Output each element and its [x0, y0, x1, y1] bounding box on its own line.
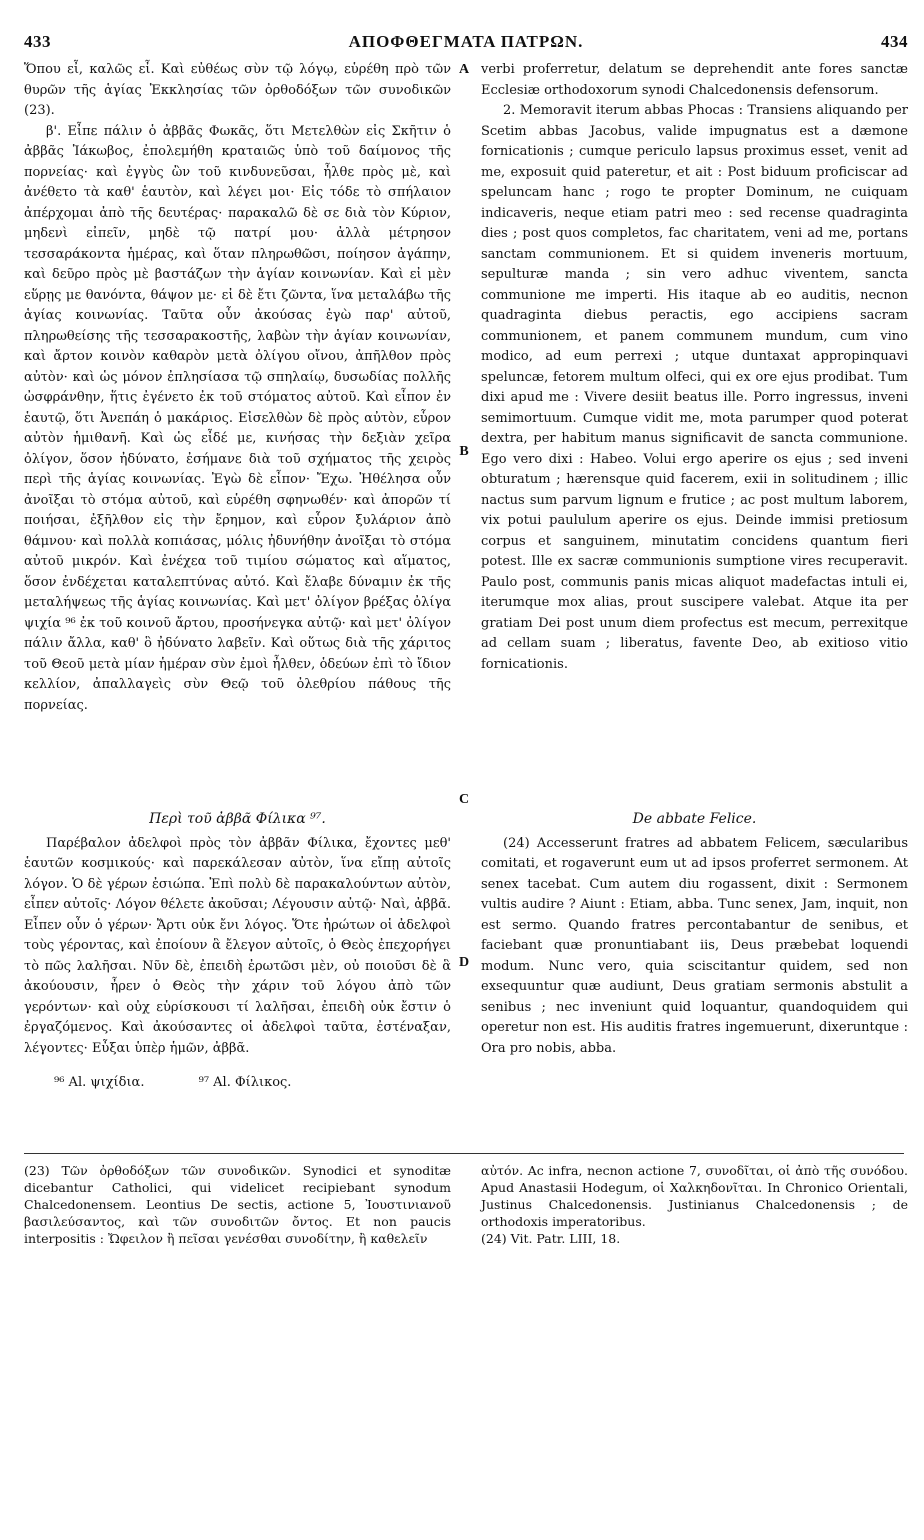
body-columns	[24, 60, 908, 805]
greek-paragraph-1: Ὅπου εἶ, καλῶς εἶ. Καὶ εὐθέως σὺν τῷ λόγῳ, εὑρέθη πρὸ τῶν θυρῶν τῆς ἁγίας Ἐκκλησίας τῶν ὀρθοδόξων τῶν συνοδικῶν (23).	[24, 62, 451, 118]
latin-paragraph-3: (24) Accesserunt fratres ad abbatem Felicem, sæcularibus comitati, et rogaverunt eum ut ad ipsos proferret sermonem. At senex tacebat. Cum autem diu rogassent, dixit : Sermonem vultis audire ? Aiunt : Etiam, abba. Tunc senex, Jam, inquit, non est sermo. Quando fratres percontabantur de senibus, et faciebant quæ pronuntiabant iis, Deus præbebat loquendi modum. Nunc vero, quia sciscitantur quidem, sed non exsequuntur quæ audiunt, Deus gratiam sermonis abstulit a senibus ; nec inveniunt quid loquantur, quandoquidem qui operetur non est. His auditis fratres ingemuerunt, dixeruntque : Ora pro nobis, abba.	[481, 835, 908, 1056]
greek-paragraph-3: Παρέβαλον ἀδελφοὶ πρὸς τὸν ἀββᾶν Φίλικα, ἔχοντες μεθ' ἑαυτῶν κοσμικούς· καὶ παρεκάλεσαν αὐτὸν, ἵνα εἴπῃ αὐτοῖς λόγον. Ὁ δὲ γέρων ἐσιώπα. Ἐπὶ πολὺ δὲ παρακαλούντων αὐτὸν, εἶπεν αὐτοῖς· Λόγον θέλετε ἀκοῦσαι; Λέγουσιν αὐτῷ· Ναὶ, ἀββᾶ. Εἶπεν οὖν ὁ γέρων· Ἄρτι οὐκ ἔνι λόγος. Ὅτε ἠρώτων οἱ ἀδελφοὶ τοὺς γέροντας, καὶ ἐποίουν ἃ ἔλεγον αὐτοῖς, ὁ Θεὸς ἐπεχορήγει τὸ πῶς λαλῆσαι. Νῦν δὲ, ἐπειδὴ ἐρωτῶσι μὲν, οὐ ποιοῦσι δὲ ἃ ἀκούουσιν, ἦρεν ὁ Θεὸς τὴν χάριν τοῦ λόγου ἀπὸ τῶν γερόντων· καὶ οὐχ εὑρίσκουσι τί λαλῆσαι, ἐπειδὴ οὐκ ἔστιν ὁ ἐργαζόμενος. Καὶ ἀκούσαντες οἱ ἀδελφοὶ ταῦτα, ἐστέναξαν, λέγοντες· Εὖξαι ὑπὲρ ἡμῶν, ἀββᾶ.	[24, 835, 451, 1056]
footnotes	[24, 1162, 908, 1247]
variant-note-96: ⁹⁶ Al. ψιχίδια.	[54, 1075, 145, 1090]
footnote-23-continued: αὐτόν. Ac infra, necnon actione 7, συνοδῖται, οἱ ἀπὸ τῆς συνόδου. Apud Anastasii Hodegum, οἱ Χαλκηδονῖται. In Chronico Orientali, Justinus Chalcedonensis. Justinianus Chalcedonensis ; de orthodoxis imperatoribus.	[481, 1163, 908, 1229]
latin-column	[467, 60, 908, 805]
margin-letter-d: D	[458, 955, 470, 970]
footnote-rule	[24, 1153, 904, 1154]
greek-section	[24, 805, 467, 1135]
footnote-right	[467, 1162, 908, 1247]
greek-paragraph-2: β'. Εἶπε πάλιν ὁ ἀββᾶς Φωκᾶς, ὅτι Μετελθὼν εἰς Σκῆτιν ὁ ἀββᾶς Ἰάκωβος, ἐπολεμήθη κραταιῶς ὑπὸ τοῦ δαίμονος τῆς πορνείας· καὶ ἐγγὺς ὢν τοῦ κινδυνεῦσαι, ἦλθε πρὸς μὲ, καὶ ἀνέθετο τὰ καθ' ἑαυτὸν, καὶ λέγει μοι· Εἰς τόδε τὸ σπήλαιον ἀπέρχομαι ἀπὸ τῆς δευτέρας· παρακαλῶ δὲ σε διὰ τὸν Κύριον, μηδενὶ εἰπεῖν, μηδὲ τῷ πατρί μου· ἀλλὰ μέτρησον τεσσαράκοντα ἡμέρας, καὶ ὅταν πληρωθῶσι, ποίησον ἀγάπην, καὶ δεῦρο πρὸς μὲ βαστάζων τὴν ἁγίαν κοινωνίαν. Καὶ εἰ μὲν εὕρῃς με θανόντα, θάψον με· εἰ δὲ ἔτι ζῶντα, ἵνα μεταλάβω τῆς ἁγίας κοινωνίας. Ταῦτα οὖν ἀκούσας ἐγὼ παρ' αὐτοῦ, πληρωθείσης τῆς τεσσαρακοστῆς, λαβὼν τὴν ἁγίαν κοινωνίαν, καὶ ἄρτον κοινὸν καθαρὸν μετὰ ὀλίγου οἴνου, ἀπῆλθον πρὸς αὐτὸν· καὶ ὡς μόνον ἐπλησίασα τῷ σπηλαίῳ, δυσωδίας πολλῆς ὠσφράνθην, ἥτις ἐγένετο ἐκ τοῦ στόματος αὐτοῦ. Καὶ εἶπον ἐν ἑαυτῷ, ὅτι Ἀνεπάη ὁ μακάριος. Εἰσελθὼν δὲ πρὸς αὐτὸν, εὗρον αὐτὸν ἡμιθανῆ. Καὶ ὡς εἶδέ με, κινήσας τὴν δεξιὰν χεῖρα ὀλίγον, ὅσον ἠδύνατο, ἐσήμανε διὰ τοῦ σχήματος τῆς χειρὸς περὶ τῆς ἁγίας κοινωνίας. Ἐγὼ δὲ εἶπον· Ἔχω. Ἠθέλησα οὖν ἀνοῖξαι τὸ στόμα αὐτοῦ, καὶ εὑρέθη σφηνωθέν· καὶ ἀπορῶν τί ποιήσαι, ἐξῆλθον εἰς τὴν ἔρημον, καὶ εὗρον ξυλάριον ἀπὸ θάμνου· καὶ πολλὰ κοπιάσας, μόλις ἠδυνήθην ἀνοῖξαι τὸ στόμα αὐτοῦ μικρόν. Καὶ ἐνέχεα τοῦ τιμίου σώματος καὶ αἵματος, ὅσον ἐνδέχεται καταλεπτύνας αὐτό. Καὶ ἔλαβε δύναμιν ἐκ τῆς μεταλήψεως τῆς ἁγίας κοινωνίας. Καὶ μετ' ὀλίγον βρέξας ὀλίγα ψιχία ⁹⁶ ἐκ τοῦ κοινοῦ ἄρτου, προσήνεγκα αὐτῷ· καὶ μετ' ὀλίγον πάλιν ἄλλα, καθ' ὃ ἠδύνατο λαβεῖν. Καὶ οὕτως διὰ τῆς χάριτος τοῦ Θεοῦ μετὰ μίαν ἡμέραν σὺν ἐμοὶ ἦλθεν, ὁδεύων ἐπὶ τὸ ἴδιον κελλίον, ἀπαλλαγεὶς σὺν Θεῷ τοῦ ὀλεθρίου πάθους τῆς πορνείας.	[24, 123, 451, 713]
greek-column	[24, 60, 467, 805]
page-number-right: 434	[880, 32, 908, 51]
margin-letter-a: A	[458, 62, 470, 77]
footnote-23: (23) Τῶν ὀρθοδόξων τῶν συνοδικῶν. Synodici et synoditæ dicebantur Catholici, qui videlicet recipiebant synodum Chalcedonensem. Leontius De sectis, actione 5, Ἰουστινιανοῦ βασιλεύσαντος, καὶ τῶν συνοδιτῶν ὄντος. Et non paucis interpositis : Ὤφειλον ἢ πεῖσαι γενέσθαι συνοδίτην, ἢ καθελεῖν	[24, 1163, 451, 1246]
footnote-24: (24) Vit. Patr. LIII, 18.	[481, 1231, 621, 1246]
section-columns	[24, 805, 908, 1135]
latin-paragraph-1: verbi proferretur, delatum se deprehendit ante fores sanctæ Ecclesiæ orthodoxorum synodi Chalcedonensis defensorum.	[481, 62, 908, 98]
variant-notes	[24, 1073, 451, 1094]
latin-section	[467, 805, 908, 1135]
latin-section-heading: De abbate Felice.	[632, 811, 757, 827]
page-number-left: 433	[24, 32, 51, 51]
latin-paragraph-2: 2. Memoravit iterum abbas Phocas : Transiens aliquando per Scetim abbas Jacobus, valide impugnatus est a dæmone fornicationis ; cumque periculo lapsus proximus esset, venit ad me, exposuit quid pateretur, et ait : Post biduum proficiscar ad speluncam hanc ; rogo te propter Dominum, ne cuiquam indicaveris, neque etiam patri meo : sed recense quadraginta dies ; post quos completos, fac charitatem, veni ad me, portans sanctam communionem. Et si quidem inveneris mortuum, sepulturæ manda ; sin vero adhuc viventem, sancta communione me imperti. His itaque ab eo auditis, necnon quadraginta diebus peractis, ego accipiens sacram communionem, et panem communem mundum, cum vino modico, ad eum perrexi ; utque duntaxat appropinquavi speluncæ, fetorem multum olfeci, qui ex ore ejus prodibat. Tum dixi apud me : Vivere desiit beatus ille. Porro ingressus, inveni semimortuum. Cumque vidit me, mota parumper quod poterat dextra, per habitum manus significavit de sancta communione. Ego vero dixi : Habeo. Volui ergo aperire os ejus ; sed inveni obturatum ; hærensque quid facerem, exii in solitudinem ; illic nactus sum parvum lignum e frutice ; ac post multum laborem, vix potui paululum aperire os ejus. Deinde immisi pretiosum corpus et sanguinem, minutatim concidens quantum fieri potest. Ille ex sacræ communionis sumptione vires recuperavit. Paulo post, communis panis micas aliquot madefactas intuli ei, iterumque mox alias, prout suscipere valebat. Atque ita per gratiam Dei post unum diem profectus est mecum, perrexitque ad cellam suam ; liberatus, favente Deo, ab exitioso vitio fornicationis.	[481, 103, 908, 672]
running-header	[24, 32, 908, 60]
running-title: ΑΠΟΦΘΕΓΜΑΤΑ ΠΑΤΡΩΝ.	[348, 32, 584, 51]
footnote-left	[24, 1162, 467, 1247]
variant-note-97: ⁹⁷ Al. Φίλικος.	[198, 1075, 292, 1090]
margin-letter-c: C	[458, 792, 470, 807]
greek-section-heading: Περὶ τοῦ ἀββᾶ Φίλικα ⁹⁷.	[149, 811, 326, 827]
margin-letter-b: B	[459, 444, 469, 459]
